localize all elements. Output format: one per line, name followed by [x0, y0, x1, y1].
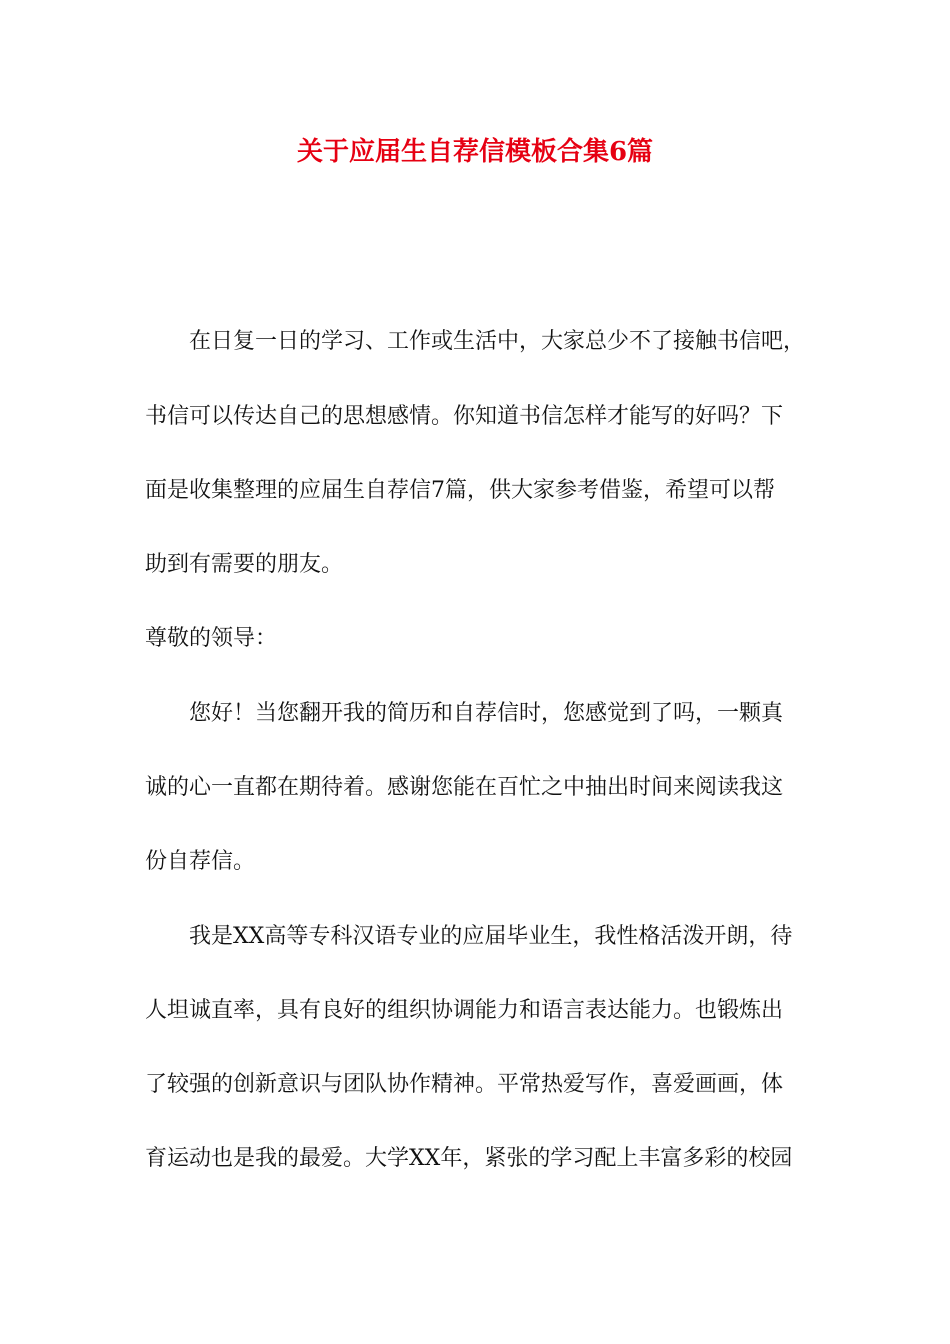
document-title: 关于应届生自荐信模板合集6篇	[296, 137, 654, 167]
paragraph-line: 育运动也是我的最爱。大学XX年，紧张的学习配上丰富多彩的校园	[145, 1146, 793, 1171]
paragraph-line: 我是XX高等专科汉语专业的应届毕业生，我性格活泼开朗，待	[189, 924, 793, 949]
paragraph-line: 了较强的创新意识与团队协作精神。平常热爱写作，喜爱画画，体	[145, 1072, 784, 1097]
paragraph-line: 助到有需要的朋友。	[145, 552, 344, 577]
paragraph-line: 您好！当您翻开我的简历和自荐信时，您感觉到了吗，一颗真	[189, 701, 784, 726]
paragraph-line: 诚的心一直都在期待着。感谢您能在百忙之中抽出时间来阅读我这	[145, 775, 784, 800]
paragraph-line: 面是收集整理的应届生自荐信7篇，供大家参考借鉴，希望可以帮	[145, 478, 775, 503]
paragraph-line: 书信可以传达自己的思想感情。你知道书信怎样才能写的好吗？下	[145, 404, 784, 429]
paragraph-line: 在日复一日的学习、工作或生活中，大家总少不了接触书信吧，	[189, 329, 806, 354]
paragraph-line: 份自荐信。	[145, 849, 256, 874]
salutation: 尊敬的领导：	[145, 626, 278, 651]
paragraph-line: 人坦诚直率，具有良好的组织协调能力和语言表达能力。也锻炼出	[145, 998, 784, 1023]
